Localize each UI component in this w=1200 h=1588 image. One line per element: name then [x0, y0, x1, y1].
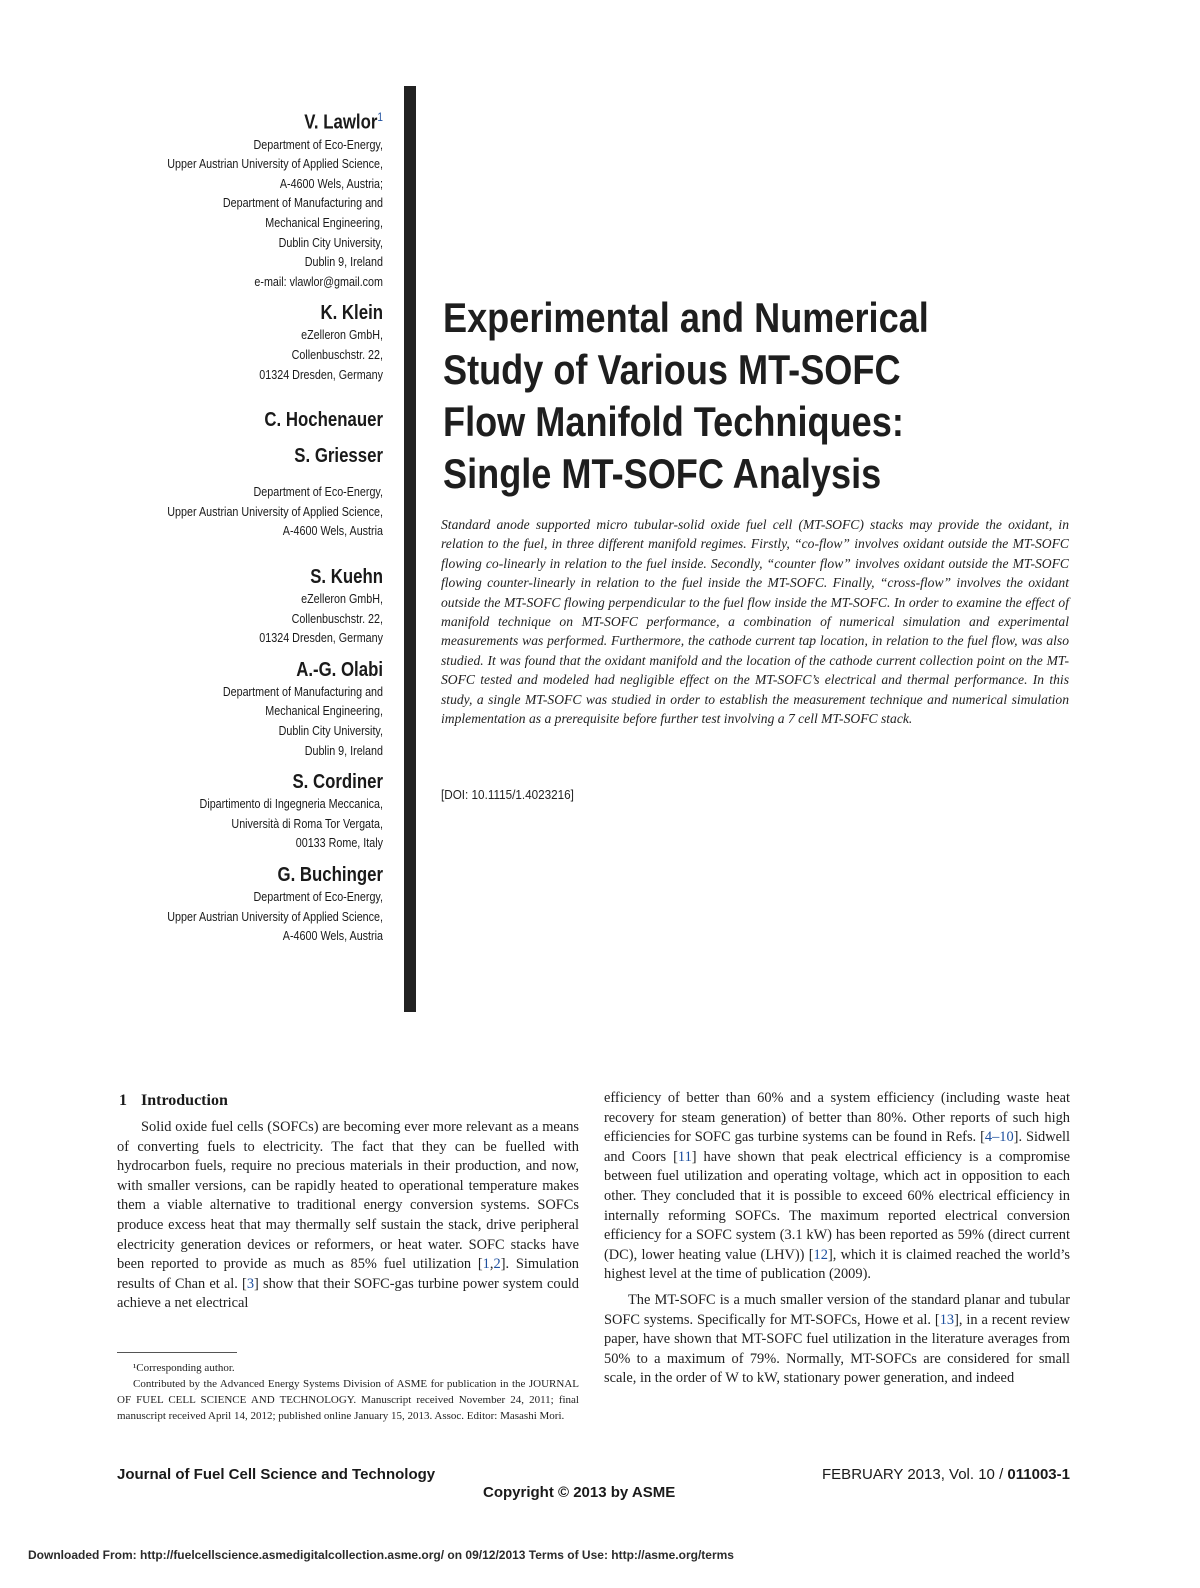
- author-name: S. Cordiner: [292, 771, 383, 794]
- affiliation-line: Department of Manufacturing and: [222, 196, 383, 211]
- title-line: Study of Various MT-SOFC: [443, 346, 901, 393]
- author-block: [100, 104, 383, 292]
- affiliation-line: eZelleron GmbH,: [301, 328, 383, 343]
- vertical-divider-bar: [404, 86, 416, 1012]
- affiliation-line: A-4600 Wels, Austria: [282, 524, 383, 539]
- author-block: [100, 564, 383, 649]
- issue-info: FEBRUARY 2013, Vol. 10 / 011003-1: [822, 1466, 1070, 1483]
- affiliation-line: Dublin City University,: [278, 723, 383, 738]
- citation-link[interactable]: 11: [677, 1148, 692, 1165]
- affiliation-line: 00133 Rome, Italy: [295, 836, 383, 851]
- title-line: Single MT-SOFC Analysis: [443, 450, 882, 497]
- author-block: [100, 300, 383, 385]
- affiliation-line: Dipartimento di Ingegneria Meccanica,: [199, 797, 383, 812]
- affiliation-line: 01324 Dresden, Germany: [259, 631, 383, 646]
- footnote-contributed: Contributed by the Advanced Energy Systems Division of ASME for publication in the JOURNAL OF FUEL CELL SCIENCE AND TECHNOLOGY. Manuscript received November 24, 2011; final manuscript received April 14, 2012; published online January 15, 2013. Assoc. Editor: Masashi Mori.: [117, 1378, 579, 1422]
- title-line: Experimental and Numerical: [443, 294, 929, 341]
- abstract: Standard anode supported micro tubular-solid oxide fuel cell (MT-SOFC) stacks may provide the oxidant, in relation to the fuel, in three different manifold regimes. Firstly, “co-flow” involves oxidant outside the MT-SOFC flowing co-linearly in relation to the fuel inside. Secondly, “counter flow” involves oxidant outside the MT-SOFC flowing counter-linearly in relation to the fuel inside the MT-SOFC. Finally, “cross-flow” involves the oxidant outside the MT-SOFC flowing perpendicular to the fuel flow inside the MT-SOFC. In order to examine the effect of manifold technique on MT-SOFC performance, a combination of numerical simulation and experimental measurements was performed. Furthermore, the cathode current tap location, in relation to the fuel flow, was also studied. It was found that the oxidant manifold and the location of the cathode current collection point on the MT-SOFC tested and modeled had negligible effect on the MT-SOFC’s electrical and thermal performance. In this study, a single MT-SOFC was studied in order to establish the measurement technique and numerical simulation implementation as a prerequisite before further test involving a 7 cell MT-SOFC stack.: [441, 517, 1069, 727]
- section-number: 1: [119, 1092, 127, 1109]
- affiliation-line: Mechanical Engineering,: [265, 216, 383, 231]
- footnote-rule: [117, 1352, 237, 1353]
- paragraph: efficiency of better than 60% and a system efficiency (including waste heat recovery for steam generation) of better than 80%. Other reports of such high efficiencies for SOFC gas turbine systems can be found in Refs. [4–10]. Sidwell and Coors [11] have shown that peak electrical efficiency is a compromise between fuel utilization and operating voltage, which act in opposition to each other. They concluded that it is possible to exceed 60% electrical efficiency in internally reforming SOFCs. The maximum reported electrical conversion efficiency for a SOFC system (3.1 kW) has been reported as 59% (direct current (DC), lower heating value (LHV)) [12], which it is claimed reached the world’s highest level at the time of publication (2009).: [604, 1090, 1070, 1283]
- section-title: Introduction: [141, 1092, 228, 1109]
- affiliation-line: Collenbuschstr. 22,: [291, 348, 383, 362]
- affiliation-line: Dublin 9, Ireland: [304, 255, 383, 270]
- affiliation-line: Dublin City University,: [278, 235, 383, 250]
- author-email[interactable]: e-mail: vlawlor@gmail.com: [254, 274, 383, 289]
- citation-link[interactable]: 13: [939, 1311, 955, 1328]
- journal-name: Journal of Fuel Cell Science and Technology: [117, 1466, 436, 1483]
- affiliation-line: Department of Eco-Energy,: [253, 137, 383, 152]
- footnote-corresponding: ¹Corresponding author.: [133, 1362, 235, 1374]
- body-column-left: [117, 1118, 579, 1314]
- section-heading: [119, 1092, 228, 1110]
- affiliation-line: A-4600 Wels, Austria: [282, 929, 383, 944]
- citation-link[interactable]: 2: [493, 1256, 501, 1273]
- affiliation-line: Department of Manufacturing and: [222, 684, 383, 699]
- page-number: 011003-1: [1007, 1466, 1070, 1483]
- author-block: [100, 769, 383, 854]
- footnote-marker[interactable]: 1: [377, 110, 383, 124]
- affiliation-line: Department of Eco-Energy,: [253, 485, 383, 500]
- download-notice[interactable]: Downloaded From: http://fuelcellscience.asmedigitalcollection.asme.org/ on 09/12/2013 Terms of Use: http://asme.org/terms: [28, 1548, 734, 1562]
- author-name: V. Lawlor$^1$: [304, 110, 383, 134]
- affiliation-line: 01324 Dresden, Germany: [259, 367, 383, 382]
- author-list: [100, 104, 383, 947]
- affiliation-line: Dublin 9, Ireland: [304, 743, 383, 758]
- author-name: C. Hochenauer: [264, 409, 383, 432]
- affiliation-line: Upper Austrian University of Applied Science,: [167, 504, 383, 519]
- affiliation-line: A-4600 Wels, Austria;: [279, 176, 383, 191]
- footnotes: [117, 1360, 579, 1424]
- doi[interactable]: [DOI: 10.1115/1.4023216]: [441, 787, 574, 802]
- author-name: A.-G. Olabi: [296, 658, 383, 681]
- author-block: [100, 657, 383, 761]
- title-line: Flow Manifold Techniques:: [443, 398, 904, 445]
- author-block: [100, 407, 383, 433]
- paper-title: [443, 292, 1083, 500]
- author-block: [100, 443, 383, 542]
- affiliation-line: Upper Austrian University of Applied Science,: [167, 909, 383, 924]
- author-name: S. Griesser: [294, 445, 383, 468]
- paragraph: Solid oxide fuel cells (SOFCs) are becoming ever more relevant as a means of converting fuels to electricity. The fact that they can be fuelled with hydrocarbon fuels, require no precious materials in their production, and now, with smaller versions, can be rapidly heated to operational temperature makes them a viable alternative to traditional energy conversion systems. SOFCs produce excess heat that may thermally self sustain the stack, drive peripheral electricity generation devices or reformers, or heat water. SOFC stacks have been reported to provide as much as 85% fuel utilization [1,2]. Simulation results of Chan et al. [3] show that their SOFC-gas turbine power system could achieve a net electrical: [117, 1119, 579, 1312]
- copyright: Copyright © 2013 by ASME: [483, 1484, 676, 1501]
- citation-link[interactable]: 3: [246, 1275, 255, 1292]
- citation-link[interactable]: 12: [813, 1246, 828, 1263]
- paragraph: The MT-SOFC is a much smaller version of the standard planar and tubular SOFC systems. Specifically for MT-SOFCs, Howe et al. [13], in a recent review paper, have shown that MT-SOFC fuel utilization in the literature averages from 50% to a maximum of 79%. Normally, MT-SOFCs are considered for small scale, in the order of W to kW, stationary power generation, and indeed: [604, 1291, 1070, 1387]
- affiliation-line: eZelleron GmbH,: [301, 591, 383, 606]
- affiliation-line: Università di Roma Tor Vergata,: [231, 816, 383, 831]
- author-name: S. Kuehn: [310, 565, 383, 588]
- body-column-right: [604, 1089, 1070, 1389]
- citation-link[interactable]: 4–10: [984, 1129, 1014, 1146]
- affiliation-line: Collenbuschstr. 22,: [291, 611, 383, 626]
- affiliation-line: Upper Austrian University of Applied Science,: [167, 157, 383, 172]
- author-block: [100, 862, 383, 947]
- affiliation-line: Department of Eco-Energy,: [253, 889, 383, 904]
- citation-link[interactable]: 1: [482, 1256, 490, 1273]
- author-name: K. Klein: [320, 302, 383, 325]
- author-name: G. Buchinger: [277, 863, 383, 886]
- affiliation-line: Mechanical Engineering,: [265, 704, 383, 719]
